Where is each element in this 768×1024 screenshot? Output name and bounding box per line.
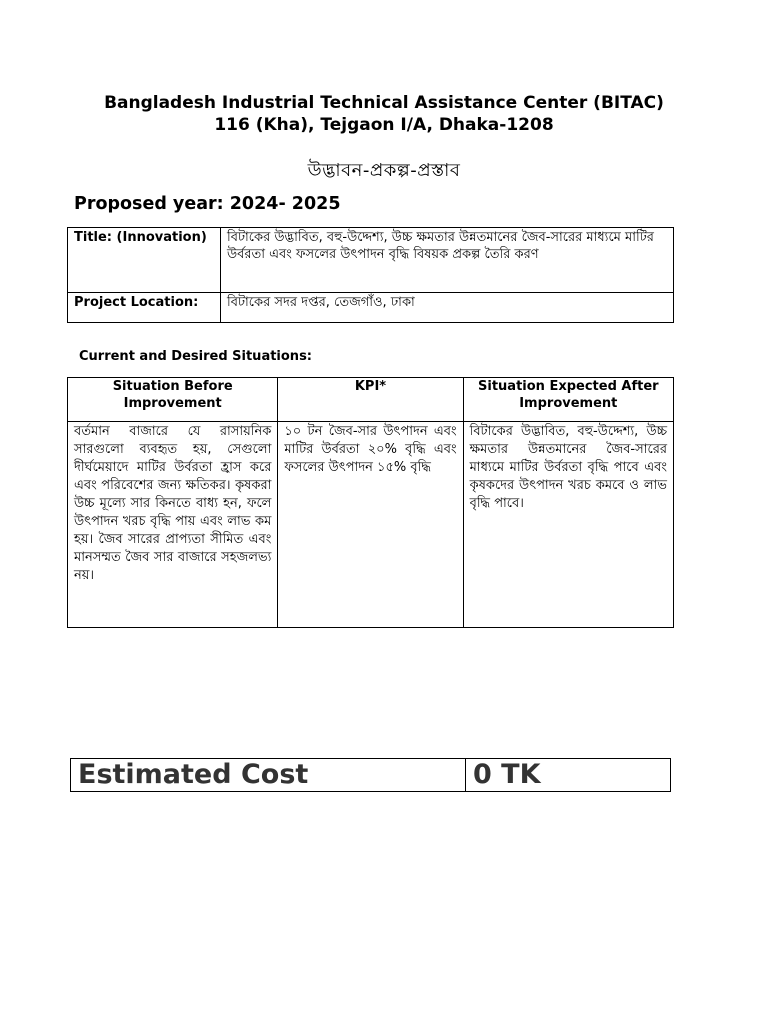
situations-body-row bbox=[68, 422, 674, 628]
location-label: Project Location: bbox=[68, 293, 221, 323]
form-title: উদ্ভাবন-প্রকল্প-প্রস্তাব bbox=[307, 160, 461, 181]
title-value: বিটাকের উদ্ভাবিত, বহু-উদ্দেশ্য, উচ্চ ক্ষমতার উন্নতমানের জৈব-সারের মাধ্যমে মাটির উর্বরতা এবং ফসলের উৎপাদন বৃদ্ধি বিষয়ক প্রকল্প তৈরি করণ bbox=[221, 228, 674, 293]
organization-address: 116 (Kha), Tejgaon I/A, Dhaka-1208 bbox=[214, 115, 554, 135]
header-after: Situation Expected After Improvement bbox=[463, 378, 673, 422]
location-row bbox=[68, 293, 674, 323]
cost-value: 0 TK bbox=[466, 759, 671, 792]
section-title: Current and Desired Situations: bbox=[79, 349, 313, 364]
organization-name: Bangladesh Industrial Technical Assistance Center (BITAC) bbox=[104, 93, 664, 113]
kpi-value: ১০ টন জৈব-সার উৎপাদন এবং মাটির উর্বরতা ২০% বৃদ্ধি এবং ফসলের উৎপাদন ১৫% বৃদ্ধি bbox=[278, 422, 463, 628]
cost-label: Estimated Cost bbox=[71, 759, 466, 792]
situations-header-row bbox=[68, 378, 674, 422]
situation-before: বর্তমান বাজারে যে রাসায়নিক সারগুলো ব্যবহৃত হয়, সেগুলো দীর্ঘমেয়াদে মাটির উর্বরতা হ্রাস করে এবং পরিবেশের জন্য ক্ষতিকর। কৃষকরা উচ্চ মূল্যে সার কিনতে বাধ্য হন, ফলে উৎপাদন খরচ বৃদ্ধি পায় এবং লাভ কম হয়। জৈব সারের প্রাপ্যতা সীমিত এবং মানসম্মত জৈব সার বাজারে সহজলভ্য নয়। bbox=[68, 422, 278, 628]
title-label: Title: (Innovation) bbox=[68, 228, 221, 293]
cost-row bbox=[71, 759, 671, 792]
header-kpi: KPI* bbox=[278, 378, 463, 422]
proposed-year: Proposed year: 2024- 2025 bbox=[74, 194, 341, 214]
title-row bbox=[68, 228, 674, 293]
estimated-cost-table bbox=[70, 758, 671, 792]
situations-table bbox=[67, 377, 674, 628]
header-before: Situation Before Improvement bbox=[68, 378, 278, 422]
project-info-table bbox=[67, 227, 674, 323]
location-value: বিটাকের সদর দপ্তর, তেজগাঁও, ঢাকা bbox=[221, 293, 674, 323]
situation-after: বিটাকের উদ্ভাবিত, বহু-উদ্দেশ্য, উচ্চ ক্ষমতার উন্নতমানের জৈব-সারের মাধ্যমে মাটির উর্বরতা বৃদ্ধি পাবে এবং কৃষকদের উৎপাদন খরচ কমবে ও লাভ বৃদ্ধি পাবে। bbox=[463, 422, 673, 628]
